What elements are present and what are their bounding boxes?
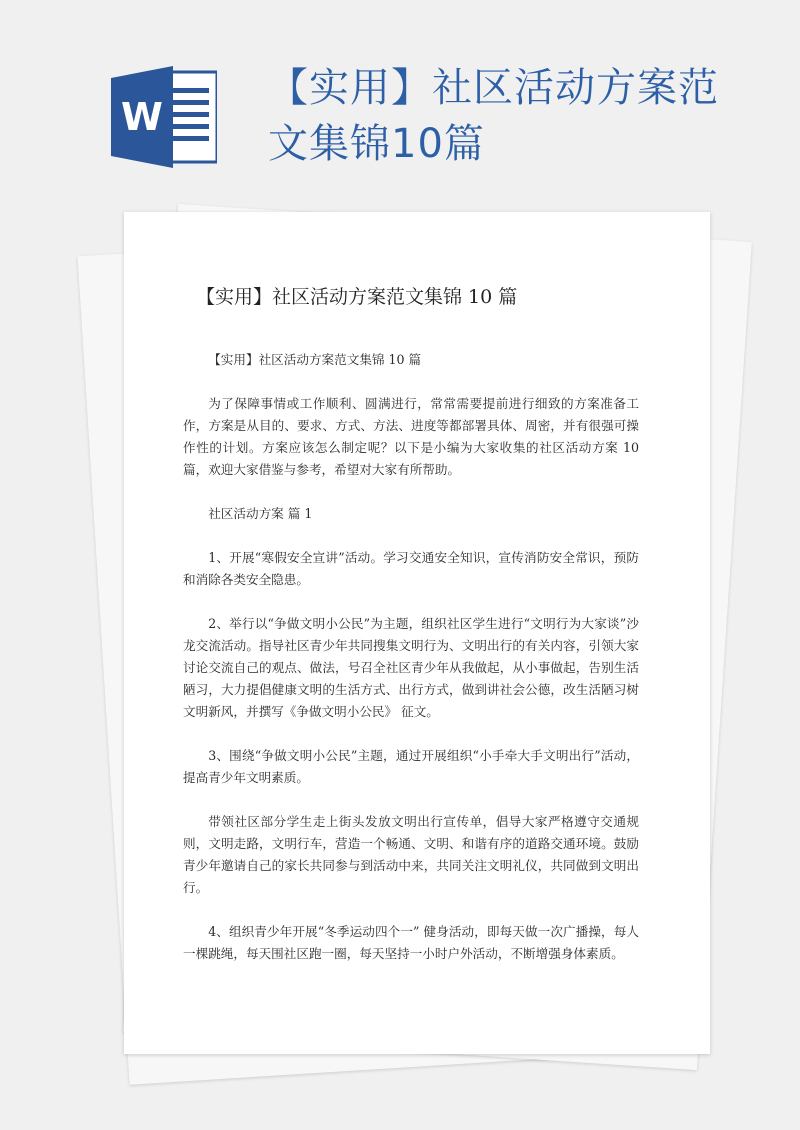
body-paragraph: 2、举行以“争做文明小公民”为主题，组织社区学生进行“文明行为大家谈”沙龙交流活动。指导社区青少年共同搜集文明行为、文明出行的有关内容，引领大家讨论交流自己的观点、做法，号召全社区青少年从我做起，从小事做起，告别生活陋习，大力提倡健康文明的生活方式、出行方式，做到讲社会公德，改生活陋习树文明新风，并撰写《争做文明小公民》 征文。 bbox=[183, 616, 639, 719]
body-paragraph: 4、组织青少年开展“冬季运动四个一” 健身活动，即每天做一次广播操，每人一棵跳绳，每天围社区跑一圈，每天坚持一小时户外活动，不断增强身体素质。 bbox=[183, 924, 639, 961]
document-subtitle: 【实用】社区活动方案范文集锦 10 篇 bbox=[208, 352, 422, 367]
word-document-icon bbox=[111, 66, 217, 168]
document-title: 【实用】社区活动方案范文集锦 10 篇 bbox=[196, 286, 518, 308]
page-title: 【实用】社区活动方案范文集锦10篇 bbox=[268, 65, 719, 167]
section-heading: 社区活动方案 篇 1 bbox=[208, 506, 313, 521]
document-body bbox=[183, 349, 639, 987]
body-paragraph: 1、开展“寒假安全宣讲”活动。学习交通安全知识，宣传消防安全常识，预防和消除各类安全隐患。 bbox=[183, 550, 639, 587]
body-paragraph: 带领社区部分学生走上街头发放文明出行宣传单，倡导大家严格遵守交通规则，文明走路，文明行车，营造一个畅通、文明、和谐有序的道路交通环境。鼓励青少年邀请自己的家长共同参与到活动中来，共同关注文明礼仪，共同做到文明出行。 bbox=[183, 814, 639, 895]
body-paragraph: 3、围绕“争做文明小公民”主题，通过开展组织“小手牵大手文明出行”活动，提高青少年文明素质。 bbox=[183, 748, 639, 785]
svg-text:W: W bbox=[121, 95, 163, 139]
intro-paragraph: 为了保障事情或工作顺利、圆满进行，常常需要提前进行细致的方案准备工作，方案是从目的、要求、方式、方法、进度等都部署具体、周密，并有很强可操作性的计划。方案应该怎么制定呢？以下是小编为大家收集的社区活动方案 10 篇，欢迎大家借鉴与参考，希望对大家有所帮助。 bbox=[183, 396, 639, 477]
